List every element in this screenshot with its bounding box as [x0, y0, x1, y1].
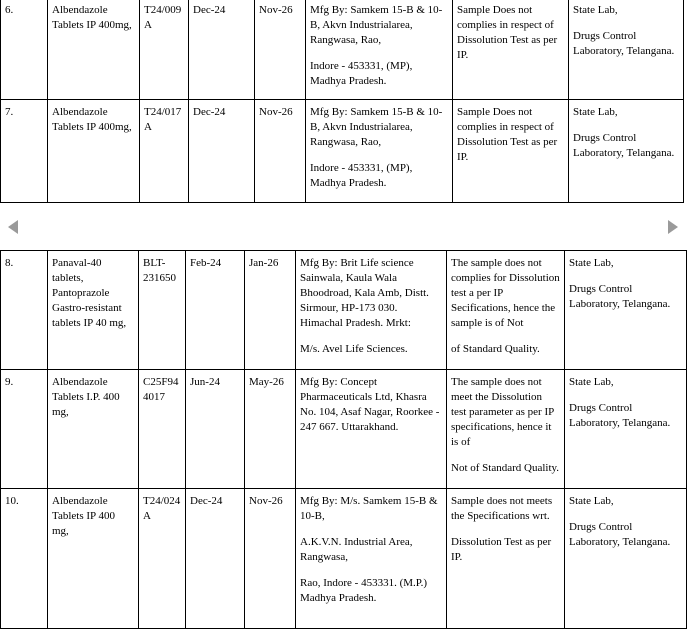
reason-line: The sample does not complies for Dissolution test a per IP Secifications, hence the sample is of Not: [451, 257, 560, 329]
lab-cell: [565, 489, 687, 629]
reason-line: The sample does not meet the Dissolution test parameter as per IP specifications, hence it is of: [451, 376, 554, 448]
manufacturer-line: Mfg By: Samkem 15-B & 10-B, Akvn Industrialarea, Rangwasa, Rao,: [310, 4, 443, 46]
expiry-date: Jan-26: [245, 251, 296, 370]
reason-line: Sample Does not complies in respect of Dissolution Test as per IP.: [457, 4, 558, 61]
lab-line: Drugs Control Laboratory, Telangana.: [569, 283, 671, 310]
horizontal-scrollbar[interactable]: [0, 216, 689, 238]
lab-line: Drugs Control Laboratory, Telangana.: [573, 132, 675, 159]
manufacturer-line: Mfg By: Samkem 15-B & 10-B, Akvn Industrialarea, Rangwasa, Rao,: [310, 106, 443, 148]
batch-number: C25F94 4017: [139, 370, 186, 489]
expiry-date: May-26: [245, 370, 296, 489]
table-row: [1, 0, 684, 100]
reason-cell: [447, 251, 565, 370]
manufacture-date: Feb-24: [186, 251, 245, 370]
drug-name: Albendazole Tablets IP 400 mg,: [48, 489, 139, 629]
serial-number: 9.: [1, 370, 48, 489]
lab-cell: [569, 100, 684, 203]
drug-alert-table-bottom: [0, 250, 687, 629]
manufacturer-line: Mfg By: Concept Pharmaceuticals Ltd, Khasra No. 104, Asaf Nagar, Roorkee - 247 667. Uttarakhand.: [300, 376, 440, 433]
drug-name: Albendazole Tablets IP 400mg,: [48, 100, 140, 203]
lab-line: Drugs Control Laboratory, Telangana.: [569, 402, 671, 429]
manufacturer-line: Mfg By: Brit Life science Sainwala, Kaula Wala Bhoodroad, Kala Amb, Distt. Sirmour, HP-173 030. Himachal Pradesh. Mrkt:: [300, 257, 429, 329]
arrow-right-icon[interactable]: [668, 220, 678, 234]
manufacturer-cell: [296, 251, 447, 370]
manufacturer-line: A.K.V.N. Industrial Area, Rangwasa,: [300, 536, 413, 563]
table-row: [1, 489, 687, 629]
batch-number: T24/024 A: [139, 489, 186, 629]
lab-line: State Lab,: [569, 495, 614, 507]
manufacturer-line: M/s. Avel Life Sciences.: [300, 343, 408, 355]
reason-cell: [447, 370, 565, 489]
reason-cell: [453, 100, 569, 203]
lab-line: State Lab,: [569, 257, 614, 269]
reason-line: of Standard Quality.: [451, 343, 540, 355]
manufacturer-line: Indore - 453331, (MP), Madhya Pradesh.: [310, 60, 413, 87]
drug-name: Albendazole Tablets IP 400mg,: [48, 0, 140, 100]
expiry-date: Nov-26: [255, 100, 306, 203]
manufacturer-cell: [296, 370, 447, 489]
lab-cell: [569, 0, 684, 100]
manufacture-date: Dec-24: [189, 100, 255, 203]
lab-line: Drugs Control Laboratory, Telangana.: [573, 30, 675, 57]
batch-number: T24/009 A: [140, 0, 189, 100]
drug-name: Albendazole Tablets I.P. 400 mg,: [48, 370, 139, 489]
manufacturer-line: Indore - 453331, (MP), Madhya Pradesh.: [310, 162, 413, 189]
reason-line: Sample does not meets the Specifications wrt.: [451, 495, 553, 522]
lab-line: State Lab,: [573, 106, 618, 118]
lab-line: Drugs Control Laboratory, Telangana.: [569, 521, 671, 548]
serial-number: 8.: [1, 251, 48, 370]
reason-line: Not of Standard Quality.: [451, 462, 560, 474]
table-row: [1, 100, 684, 203]
lab-cell: [565, 251, 687, 370]
reason-line: Sample Does not complies in respect of Dissolution Test as per IP.: [457, 106, 558, 163]
manufacturer-line: Rao, Indore - 453331. (M.P.) Madhya Pradesh.: [300, 577, 428, 604]
manufacturer-cell: [296, 489, 447, 629]
manufacture-date: Dec-24: [189, 0, 255, 100]
lab-line: State Lab,: [573, 4, 618, 16]
reason-cell: [453, 0, 569, 100]
expiry-date: Nov-26: [255, 0, 306, 100]
lab-cell: [565, 370, 687, 489]
batch-number: BLT-231650: [139, 251, 186, 370]
drug-name: Panaval-40 tablets, Pantoprazole Gastro-resistant tablets IP 40 mg,: [48, 251, 139, 370]
expiry-date: Nov-26: [245, 489, 296, 629]
table-row: [1, 370, 687, 489]
serial-number: 6.: [1, 0, 48, 100]
serial-number: 10.: [1, 489, 48, 629]
reason-cell: [447, 489, 565, 629]
batch-number: T24/017 A: [140, 100, 189, 203]
arrow-left-icon[interactable]: [8, 220, 18, 234]
manufacturer-cell: [306, 0, 453, 100]
table-row: [1, 251, 687, 370]
manufacture-date: Dec-24: [186, 489, 245, 629]
lab-line: State Lab,: [569, 376, 614, 388]
manufacture-date: Jun-24: [186, 370, 245, 489]
manufacturer-cell: [306, 100, 453, 203]
drug-alert-table-top: [0, 0, 684, 203]
reason-line: Dissolution Test as per IP.: [451, 536, 552, 563]
serial-number: 7.: [1, 100, 48, 203]
manufacturer-line: Mfg By: M/s. Samkem 15-B & 10-B,: [300, 495, 438, 522]
